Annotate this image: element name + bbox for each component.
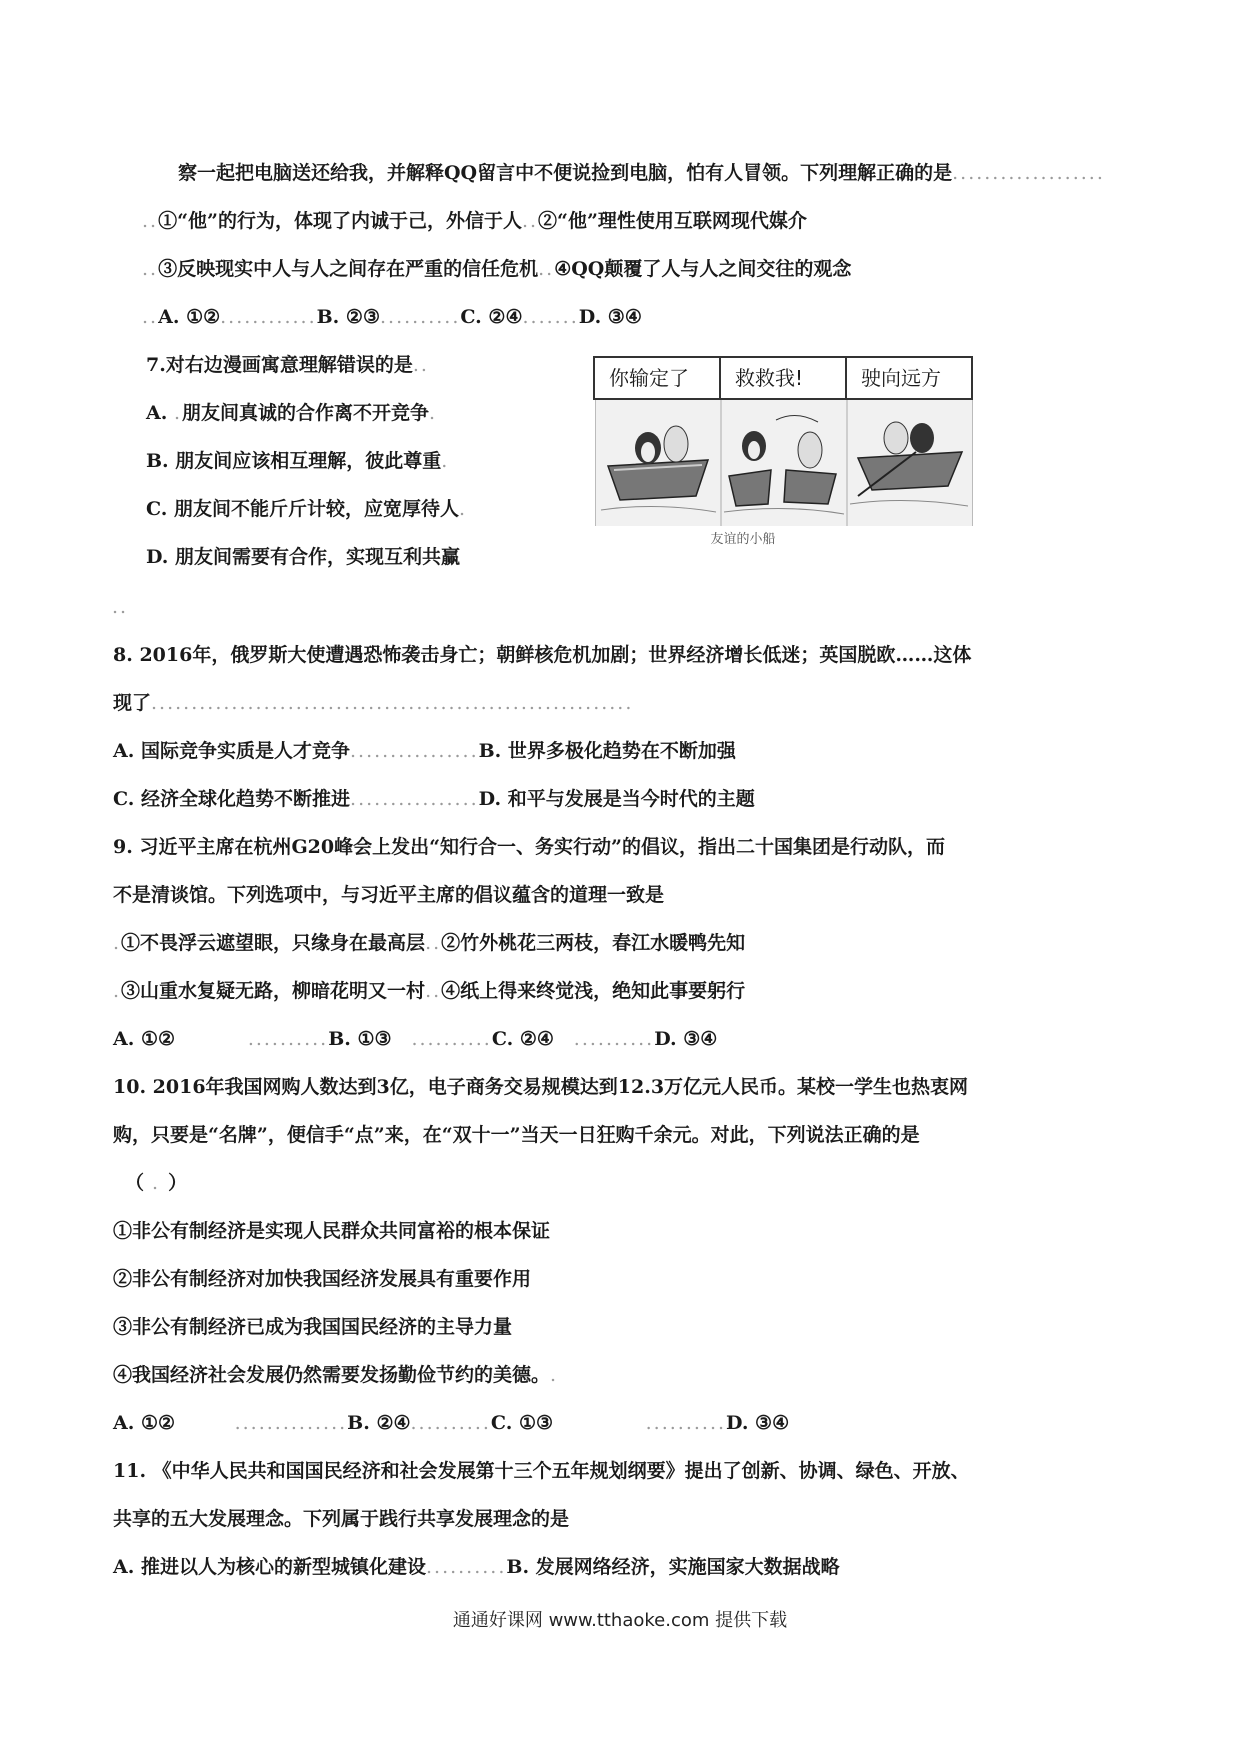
text-line [113,1122,920,1148]
leader-dots: .. [538,258,555,280]
line-text: D. 和平与发展是当今时代的主题 [478,788,755,810]
comic-panel-title-2: 救救我! [721,358,847,398]
leader-dots: .......... [379,306,461,328]
leader-dots: .. [142,258,159,280]
leader-dots: .......... [425,1556,507,1578]
line-text: C. 朋友间不能斤斤计较，应宽厚待人 [146,498,460,520]
line-text: D. ③④ [726,1412,790,1434]
sailing-boat-icon [850,422,968,506]
leader-dots: ....... [522,306,579,328]
text-line [146,496,467,522]
line-text: A. 国际竞争实质是人才竞争 [113,740,350,762]
line-text: 9. 习近平主席在杭州G20峰会上发出“知行合一、务实行动”的倡议，指出二十国集团是行动队，而 [113,836,945,858]
leader-dots: .. [521,210,539,232]
leader-dots: ................... [952,162,1105,184]
line-text: ③山重水复疑无路，柳暗花明又一村 [121,980,426,1002]
line-text: A. [146,402,174,424]
text-line [146,448,449,474]
leader-dots: .. [142,210,159,232]
line-text: A. ①② [158,306,221,328]
text-line [113,1410,789,1436]
leader-dots: .. [425,932,442,954]
spacer [553,1410,646,1436]
line-text: 朋友间真诚的合作离不开竞争 [182,402,430,424]
text-line [146,352,429,378]
line-text: ①“他”的行为，体现了内诚于己，外信于人 [158,210,522,232]
line-text: C. ②④ [460,306,523,328]
leader-dots: .. [142,306,159,328]
line-text: 7.对右边漫画寓意理解错误的是 [146,354,413,376]
line-text: B. ②③ [316,306,380,328]
text-line [112,594,128,620]
spacer [554,1026,574,1052]
leader-dots: .......... [247,1028,329,1050]
line-text: C. 经济全球化趋势不断推进 [113,788,351,810]
comic-figure [593,356,973,546]
comic-drawing [596,400,972,526]
text-line [113,1266,531,1292]
text-line [142,208,807,234]
spacer [392,1026,412,1052]
text-line [113,738,736,764]
text-line [113,1362,558,1388]
line-text: ①非公有制经济是实现人民群众共同富裕的根本保证 [113,1220,551,1242]
leader-dots: . [429,402,438,424]
leader-dots: . [173,402,183,424]
line-text: 现了 [113,692,152,714]
leader-dots: . [144,1172,169,1194]
comic-panel-title-1: 你输定了 [595,358,721,398]
text-line [142,304,642,330]
spacer [175,1026,248,1052]
line-text: ③反映现实中人与人之间存在严重的信任危机 [158,258,539,280]
line-text: ④QQ颠覆了人与人之间交往的观念 [554,258,852,280]
line-text: ②非公有制经济对加快我国经济发展具有重要作用 [113,1268,532,1290]
leader-dots: .......... [411,1028,492,1050]
line-text: C. ①③ [490,1412,554,1434]
line-text: ①不畏浮云遮望眼，只缘身在最高层 [121,932,426,954]
comic-panel-title-3: 驶向远方 [861,366,941,390]
line-text: D. ③④ [654,1028,718,1050]
text-line [113,834,945,860]
leader-dots: .. [412,354,429,376]
boat-icon [601,426,716,512]
line-text: 8. 2016年，俄罗斯大使遭遇恐怖袭击身亡；朝鲜核危机加剧；世界经济增长低迷；英国脱欧……这体 [113,644,972,666]
line-text: B. 发展网络经济，实施国家大数据战略 [506,1556,840,1578]
text-line [146,400,437,426]
line-text: ） [168,1172,188,1194]
line-text: ④纸上得来终觉浅，绝知此事要躬行 [441,980,746,1002]
leader-dots: . [459,498,468,520]
leader-dots: .......... [645,1412,727,1434]
text-line [142,256,851,282]
line-text: B. ②④ [347,1412,411,1434]
line-text: 11. 《中华人民共和国国民经济和社会发展第十三个五年规划纲要》提出了创新、协调、绿色、开放、 [113,1460,970,1482]
line-text: B. 世界多极化趋势在不断加强 [478,740,736,762]
text-line [113,642,971,668]
text-line [146,544,460,570]
page-footer: 通通好课网 www.tthaoke.com 提供下载 [452,1610,788,1631]
text-line [113,1074,968,1100]
leader-dots: .......... [410,1412,491,1434]
text-line [178,160,1105,186]
line-text: 共享的五大发展理念。下列属于践行共享发展理念的是 [113,1508,570,1530]
text-line [113,786,755,812]
leader-dots: . [113,932,122,954]
leader-dots: .. [112,596,129,618]
line-text: 不是清谈馆。下列选项中，与习近平主席的倡议蕴含的道理一致是 [113,884,665,906]
text-line [113,1458,970,1484]
line-text: ④我国经济社会发展仍然需要发扬勤俭节约的美德。 [113,1364,551,1386]
spacer [175,1410,235,1436]
leader-dots: .......... [573,1028,655,1050]
leader-dots: . [441,450,450,472]
line-text: ②竹外桃花三两枝，春江水暖鸭先知 [441,932,746,954]
text-line [113,1218,550,1244]
text-line [113,1554,840,1580]
text-line [113,882,664,908]
text-line [113,1026,717,1052]
broken-boat-icon [724,415,844,514]
comic-caption: 友谊的小船 [710,532,776,547]
line-text: C. ②④ [491,1028,554,1050]
line-text: D. 朋友间需要有合作，实现互利共赢 [146,546,461,568]
line-text: 购，只要是“名牌”，便信手“点”来，在“双十一”当天一日狂购千余元。对此，下列说法正确的是 [113,1124,920,1146]
line-text: A. ①② [113,1412,176,1434]
text-line [113,1314,512,1340]
comic-panel-headers [593,356,973,400]
line-text: A. ①② [113,1028,176,1050]
line-text: D. ③④ [578,306,642,328]
leader-dots: . [113,980,122,1002]
text-line [113,978,745,1004]
text-line [125,1170,187,1196]
line-text: B. 朋友间应该相互理解，彼此尊重 [146,450,442,472]
leader-dots: .. [425,980,442,1002]
leader-dots: ............................................................ [151,692,634,714]
leader-dots: ................ [349,740,479,762]
text-line [113,930,745,956]
line-text: B. ①③ [328,1028,392,1050]
line-text: （ [125,1172,145,1194]
leader-dots: .............. [234,1412,348,1434]
line-text: ②“他”理性使用互联网现代媒介 [538,210,807,232]
line-text: 察一起把电脑送还给我，并解释QQ留言中不便说捡到电脑，怕有人冒领。下列理解正确的是 [178,162,953,184]
line-text: ③非公有制经济已成为我国国民经济的主导力量 [113,1316,513,1338]
line-text: 10. 2016年我国网购人数达到3亿，电子商务交易规模达到12.3万亿元人民币。某校一学生也热衷网 [113,1076,969,1098]
leader-dots: ................ [350,788,479,810]
text-line [113,1506,569,1532]
leader-dots: . [550,1364,559,1386]
comic-illustration [595,400,973,526]
leader-dots: ............ [220,306,317,328]
text-line [113,690,633,716]
line-text: A. 推进以人为核心的新型城镇化建设 [113,1556,426,1578]
